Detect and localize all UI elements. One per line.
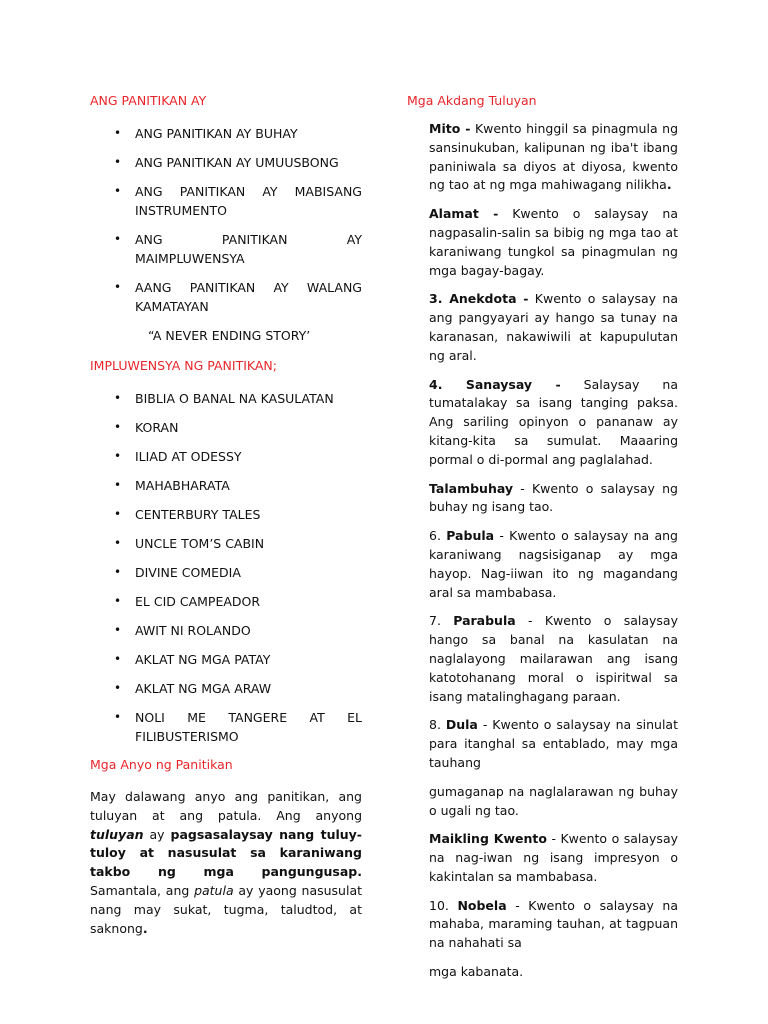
right-column (407, 92, 678, 992)
bullet-icon: • (114, 280, 122, 294)
akda-term: Parabula (453, 613, 516, 629)
list-item-text: KORAN (135, 420, 179, 435)
list-item-text: ILIAD AT ODESSY (135, 449, 242, 464)
bullet-icon: • (114, 681, 122, 695)
anyo-text-4: ay yaong nasusulat nang may sukat, tugma, taludtod, at saknong (90, 882, 363, 936)
bullet-icon: • (114, 565, 122, 579)
anyo-text-1: May dalawang anyo ang panitikan, ang tuluyan at ang patula. Ang anyong (90, 789, 362, 823)
list-item (90, 447, 362, 466)
akda-description: gumaganap na naglalarawan ng buhay o ugali ng tao. (429, 783, 678, 818)
akda-term: Nobela (457, 897, 507, 913)
list-item-text: EL CID CAMPEADOR (135, 594, 261, 609)
bullet-icon: • (114, 449, 122, 463)
list-item (90, 621, 362, 640)
akda-prefix: 8. (429, 717, 446, 733)
list-item-text: UNCLE TOM’S CABIN (135, 536, 265, 551)
akda-description: - Kwento o salaysay ng buhay ng isang tao. (429, 480, 678, 515)
bullet-icon: • (114, 623, 122, 637)
akda-term: Mito - (429, 121, 471, 136)
list-item-text: AANG PANITIKAN AY WALANG KAMATAYAN (135, 280, 362, 314)
list-item (90, 592, 362, 611)
akda-term: Pabula (446, 528, 495, 544)
list-item-text: AWIT NI ROLANDO (135, 623, 251, 638)
akdang-tuluyan-list (407, 120, 678, 982)
list-item (90, 563, 362, 582)
akda-item (407, 290, 678, 365)
akda-item (407, 783, 678, 821)
list-item-text: AKLAT NG MGA ARAW (135, 681, 272, 696)
akda-item (407, 830, 678, 886)
bullet-icon: • (114, 155, 122, 169)
list-item-text: AKLAT NG MGA PATAY (135, 652, 271, 667)
akda-description: - Kwento o salaysay na sinulat para itanghal sa entablado, may mga tauhang (429, 717, 678, 770)
list-item (90, 650, 362, 669)
akda-item (407, 480, 678, 518)
anyo-period: . (142, 920, 148, 936)
akda-description: Salaysay na tumatalakay sa isang tanging paksa. Ang sariling opinyon o pananaw ay kitang-kita sa sumulat. Maaaring pormal o di-pormal ang paglalahad. (429, 376, 678, 467)
list-impluwensya (90, 389, 362, 746)
anyo-bold-definition: pagsasalaysay nang tuluy-tuloy at nasusulat sa karaniwang takbo ng mga pangungusap. (90, 826, 362, 880)
bullet-icon: • (114, 594, 122, 608)
list-item (90, 679, 362, 698)
akda-item (407, 612, 678, 706)
bullet-icon: • (114, 536, 122, 550)
heading-mga-anyo: Mga Anyo ng Panitikan (90, 757, 233, 772)
akda-term: Alamat - (429, 206, 499, 222)
bullet-icon: • (114, 391, 122, 405)
anyo-em-tuluyan: tuluyan (90, 826, 144, 842)
list-item (90, 153, 362, 172)
akda-item (407, 205, 678, 280)
akda-item (407, 963, 678, 982)
bullet-icon: • (114, 184, 122, 198)
akda-item (407, 897, 678, 953)
bullet-icon: • (114, 507, 122, 521)
list-item (90, 505, 362, 524)
bullet-icon: • (114, 652, 122, 666)
akda-prefix: 10. (429, 897, 458, 913)
akda-term: Talambuhay (429, 480, 514, 496)
akda-description: - Kwento o salaysay na mahaba, maraming tauhan, at tagpuan na nahahati sa (429, 897, 678, 951)
bullet-icon: • (114, 420, 122, 434)
list-item (90, 476, 362, 495)
left-column (90, 92, 362, 948)
akda-prefix: 6. (429, 528, 447, 544)
anyo-text-3: Samantala, ang (90, 882, 195, 898)
akda-item (407, 120, 678, 195)
bullet-icon: • (114, 478, 122, 492)
list-item (90, 418, 362, 437)
akda-description: - Kwento o salaysay na nag-iwan ng isang impresyon o kakintalan sa mambabasa. (429, 831, 678, 884)
list-item-text: NOLI ME TANGERE AT EL FILIBUSTERISMO (135, 710, 362, 744)
list-item (90, 124, 362, 143)
list-item-text: BIBLIA O BANAL NA KASULATAN (135, 391, 334, 406)
akda-term: 4. Sanaysay - (429, 376, 561, 392)
akda-description: Kwento o salaysay na nagpasalin-salin sa bibig ng mga tao at karaniwang tungkol sa pinagmulan ng mga bagay-bagay. (429, 206, 679, 278)
paragraph-anyo (90, 788, 362, 938)
list-item-text: ANG PANITIKAN AY BUHAY (135, 126, 298, 141)
akda-description: - Kwento o salaysay na ang karaniwang nagsisiganap ay mga hayop. Nag-iiwan ito ng magandang aral sa mambabasa. (429, 528, 678, 600)
list-item (90, 534, 362, 553)
anyo-text-2: ay (143, 826, 171, 842)
akda-description: Kwento o salaysay na ang pangyayari ay hango sa tunay na karanasan, nakawiwili at kapupulutan ng aral. (429, 291, 678, 363)
list-item (90, 389, 362, 408)
akda-term: Dula (445, 717, 478, 733)
list-item-text: CENTERBURY TALES (135, 507, 261, 522)
heading-mga-akdang-tuluyan: Mga Akdang Tuluyan (407, 93, 537, 108)
list-item (90, 278, 362, 316)
akda-item (407, 527, 678, 602)
akda-description: Kwento hinggil sa pinagmula ng sansinukuban, kalipunan ng iba't ibang paniniwala sa diyos at diyosa, kwento ng tao at ng mga mahiwagang nilikha (429, 121, 678, 193)
akda-item (407, 716, 678, 772)
akda-description: - Kwento o salaysay hango sa banal na kasulatan na naglalayong mailarawan ang isang katotohanang moral o ispiritwal sa isang matalinghagang paraan. (429, 613, 678, 704)
list-item (90, 230, 362, 268)
bullet-icon: • (114, 710, 122, 724)
list-ang-panitikan (90, 124, 362, 316)
akda-term: Maikling Kwento (429, 831, 547, 847)
list-item-text: ANG PANITIKAN AY MAIMPLUWENSYA (135, 232, 362, 266)
heading-ang-panitikan-ay: ANG PANITIKAN AY (90, 93, 207, 108)
akda-term: 3. Anekdota - (429, 291, 529, 307)
akda-description: mga kabanata. (429, 964, 524, 980)
akda-item (407, 376, 678, 470)
bullet-icon: • (114, 232, 122, 246)
akda-suffix: . (666, 177, 672, 193)
list-item-text: MAHABHARATA (135, 478, 230, 493)
anyo-em-patula: patula (194, 882, 234, 898)
list-item-text: ANG PANITIKAN AY MABISANG INSTRUMENTO (135, 184, 362, 218)
akda-prefix: 7. (429, 613, 454, 629)
list-item (90, 708, 362, 746)
heading-impluwensya: IMPLUWENSYA NG PANITIKAN; (90, 358, 277, 373)
bullet-icon: • (114, 126, 122, 140)
list-item-text: ANG PANITIKAN AY UMUUSBONG (135, 155, 339, 170)
quote-never-ending-story: “A NEVER ENDING STORY’ (148, 328, 311, 343)
list-item (90, 182, 362, 220)
list-item-text: DIVINE COMEDIA (135, 565, 241, 580)
